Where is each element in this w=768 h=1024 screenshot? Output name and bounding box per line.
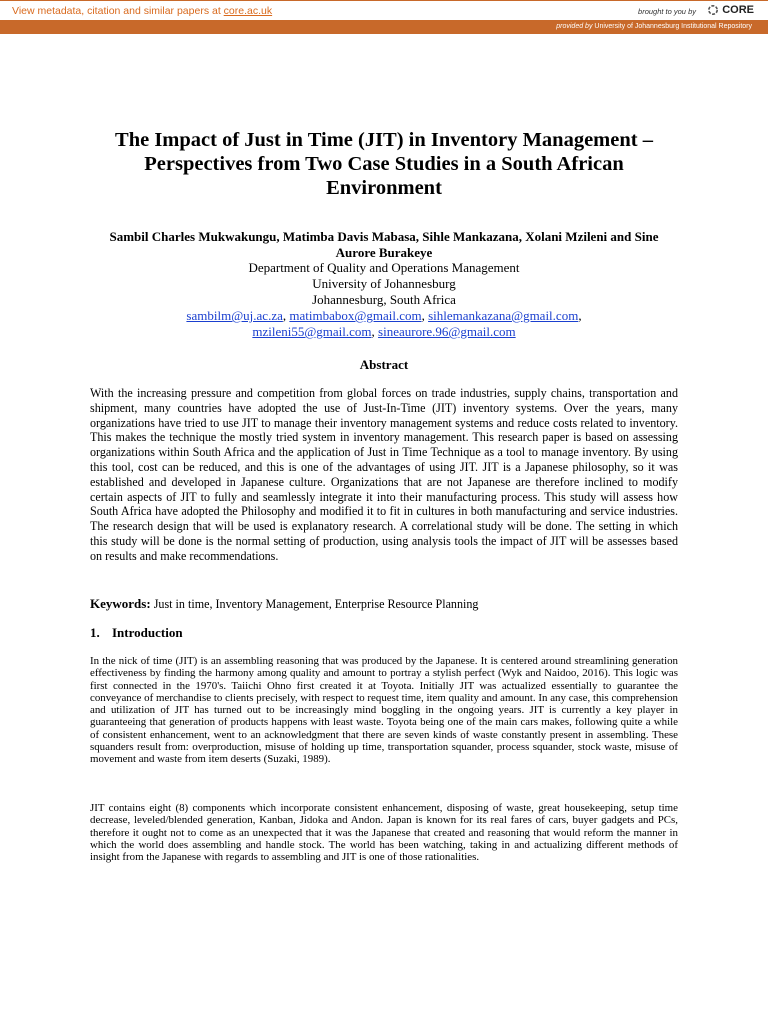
intro-paragraph-2: JIT contains eight (8) components which incorporate consistent enhancement, disposing of waste, great housekeeping, setup time decrease, leveled/blended generation, Kanban, Jidoka and Andon. Japan is known for its real fares of cars, buyer gadgets and PCs, therefore it ought not to come as an unexpected that it was the Japanese that created and reasoning that would reform the manner in which the world does assembling and handle stock. The world has been watching, taking in and actualizing different methods of insight from the Japanese with regards to assembling and JIT is one of those rationalities. — [90, 802, 678, 864]
paper-authors: Sambil Charles Mukwakungu, Matimba Davis Mabasa, Sihle Mankazana, Xolani Mzileni and Sine Aurore Burakeye — [109, 229, 659, 260]
provider-link[interactable]: University of Johannesburg Institutional Repository — [594, 23, 752, 30]
core-brand-text: CORE — [722, 4, 754, 16]
section-number: 1. — [90, 625, 100, 640]
provided-by-label: provided by — [556, 23, 593, 30]
email-link[interactable]: sihlemankazana@gmail.com — [428, 308, 579, 323]
author-emails: sambilm@uj.ac.za, matimbabox@gmail.com, sihlemankazana@gmail.com, mzileni55@gmail.com, sineaurore.96@gmail.com — [186, 308, 582, 339]
email-link[interactable]: mzileni55@gmail.com — [252, 324, 372, 339]
university: University of Johannesburg — [312, 276, 456, 291]
keywords-label: Keywords: — [90, 596, 151, 611]
location: Johannesburg, South Africa — [312, 292, 456, 307]
core-header-bar — [0, 0, 768, 21]
core-ac-uk-link[interactable]: core.ac.uk — [223, 5, 273, 17]
core-logo[interactable] — [707, 4, 754, 16]
abstract-text: With the increasing pressure and competition from global forces on trade industries, supply chains, transportation and shipment, many countries have adopted the use of Just-In-Time (JIT) inventory systems. Over the years, many organizations have tried to use JIT to manage their inventory management systems and reduce costs related to inventory. This makes the technique the mostly tried system in inventory management. This research paper is based on assessing organizations within South Africa and the application of Just in Time Technique as a tool to manage inventory. By using this tool, cost can be reduced, and this is one of the advantages of using JIT. JIT is a Japanese philosophy, so it was established and developed in Japanese culture. Organizations that are not Japanese are therefore inclined to modify certain aspects of JIT to fully and seamlessly integrate it into their manufacturing process. This study will assess how South Africa have adopted the Philosophy and modified it to fit in cultures in both manufacturing and service industries. The research design that will be used is explanatory research. A correlational study will be done. The setting in which this study will be done is the normal setting of production, using analysis tools the impact of JIT will be assesses based on results and make recommendations. — [90, 386, 678, 563]
keywords-list: Just in time, Inventory Management, Enterprise Resource Planning — [153, 597, 479, 611]
affiliation — [90, 260, 678, 308]
email-link[interactable]: matimbabox@gmail.com — [289, 308, 422, 323]
department: Department of Quality and Operations Management — [248, 260, 520, 275]
brought-to-you-by: brought to you by — [638, 7, 696, 16]
metadata-notice — [12, 5, 272, 17]
core-provider-bar — [0, 21, 768, 34]
intro-paragraph-1: In the nick of time (JIT) is an assembling reasoning that was produced by the Japanese. It is centered around streamlining generation effectiveness by finding the harmony among quality and amount to portray a stylish perfect (Wyk and Naidoo, 2016). This logic was first connected in the 1970's. Taiichi Ohno first created it at Toyota. Initially JIT was actualized essentially to guarantee the conveyance of merchandise to clients precisely, with respect to request time, item quality and amount. In any case, this comprehension and utilization of JIT has turned out to be increasingly mind boggling in the ongoing years. JIT is currently a key player in guaranteeing that generation of products happens with least waste. Toyota being one of the main cars makes, following quite a while of consistent enhancement, went to an acknowledgment that there are seven kinds of waste constantly present in assembling. These squanders result from: overproduction, misuse of holding up time, transportation squander, process squander, stock waste, misuse of movement and waste from item deserts (Suzaki, 1989). — [90, 655, 678, 766]
paper-title: The Impact of Just in Time (JIT) in Inventory Management – Perspectives from Two Case Studies in a South African Environment — [115, 129, 653, 199]
abstract-heading: Abstract — [359, 357, 409, 372]
metadata-text: View metadata, citation and similar papers at — [12, 5, 224, 17]
email-link[interactable]: sambilm@uj.ac.za — [186, 308, 283, 323]
email-link[interactable]: sineaurore.96@gmail.com — [378, 324, 516, 339]
section-title: Introduction — [112, 625, 183, 640]
provider-notice — [556, 23, 752, 30]
keywords — [90, 596, 678, 612]
core-logo-icon — [707, 4, 719, 16]
section-heading-introduction — [90, 625, 678, 641]
